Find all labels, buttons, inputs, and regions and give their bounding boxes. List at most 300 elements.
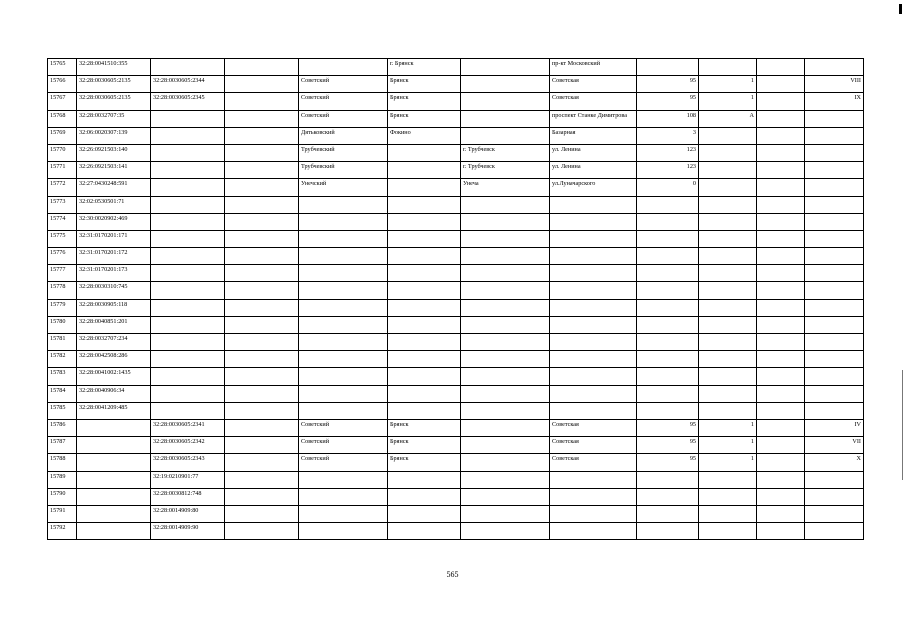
cell-row-number: 15766 [48, 76, 77, 93]
cell-extra-number [225, 471, 299, 488]
cell-row-number: 15789 [48, 471, 77, 488]
cell-city [388, 213, 461, 230]
cell-cadastral-number [77, 505, 151, 522]
cell-row-number: 15788 [48, 454, 77, 471]
cell-extra-number [225, 248, 299, 265]
cell-building [699, 265, 757, 282]
cell-district: Унечский [299, 179, 388, 196]
cell-city [388, 402, 461, 419]
cell-parent-cadastral-number [151, 59, 225, 76]
cell-house-number [637, 248, 699, 265]
cell-structure [757, 299, 805, 316]
cell-building [699, 471, 757, 488]
table-row [48, 248, 864, 265]
cell-cadastral-number: 32:26:0921503:141 [77, 162, 151, 179]
cell-city [388, 351, 461, 368]
cell-parent-cadastral-number [151, 127, 225, 144]
cell-district [299, 402, 388, 419]
cell-extra-number [225, 196, 299, 213]
cell-structure [757, 162, 805, 179]
table-row [48, 265, 864, 282]
cell-locality [461, 282, 550, 299]
cell-row-number: 15770 [48, 144, 77, 161]
cell-locality [461, 505, 550, 522]
cell-house-number: 123 [637, 162, 699, 179]
cell-extra-number [225, 179, 299, 196]
table-row [48, 196, 864, 213]
cell-building [699, 402, 757, 419]
cell-city [388, 248, 461, 265]
cell-premises [805, 59, 864, 76]
cell-house-number [637, 402, 699, 419]
cell-extra-number [225, 110, 299, 127]
cell-building [699, 213, 757, 230]
cell-parent-cadastral-number [151, 162, 225, 179]
cell-structure [757, 523, 805, 540]
cell-row-number: 15782 [48, 351, 77, 368]
cell-locality [461, 299, 550, 316]
cell-building [699, 505, 757, 522]
cell-street [550, 488, 637, 505]
cell-locality: г. Трубчевск [461, 162, 550, 179]
cell-extra-number [225, 351, 299, 368]
cell-district [299, 230, 388, 247]
cell-row-number: 15772 [48, 179, 77, 196]
cell-city [388, 334, 461, 351]
cell-extra-number [225, 299, 299, 316]
cell-district [299, 282, 388, 299]
cell-building [699, 179, 757, 196]
cell-house-number [637, 505, 699, 522]
cell-city [388, 144, 461, 161]
cell-street [550, 351, 637, 368]
cell-house-number [637, 213, 699, 230]
cell-building [699, 59, 757, 76]
cell-locality [461, 265, 550, 282]
cell-premises [805, 179, 864, 196]
cell-city [388, 471, 461, 488]
cell-cadastral-number: 32:28:0041510:355 [77, 59, 151, 76]
cell-locality [461, 316, 550, 333]
cell-cadastral-number: 32:28:0040906:34 [77, 385, 151, 402]
cell-city: Фокино [388, 127, 461, 144]
cell-extra-number [225, 59, 299, 76]
cell-structure [757, 334, 805, 351]
cell-city [388, 196, 461, 213]
cell-city [388, 316, 461, 333]
cell-house-number [637, 334, 699, 351]
cell-district [299, 488, 388, 505]
cell-row-number: 15780 [48, 316, 77, 333]
cell-premises [805, 471, 864, 488]
cell-row-number: 15775 [48, 230, 77, 247]
cell-premises: VIII [805, 76, 864, 93]
cell-house-number: 95 [637, 76, 699, 93]
cell-city: Брянск [388, 419, 461, 436]
cell-parent-cadastral-number: 32:28:0030605:2344 [151, 76, 225, 93]
cell-parent-cadastral-number [151, 213, 225, 230]
cell-house-number [637, 523, 699, 540]
cell-premises [805, 385, 864, 402]
table-row [48, 230, 864, 247]
cell-house-number [637, 488, 699, 505]
cell-district [299, 299, 388, 316]
cell-street [550, 471, 637, 488]
cell-house-number [637, 385, 699, 402]
cell-structure [757, 488, 805, 505]
cell-row-number: 15785 [48, 402, 77, 419]
cell-extra-number [225, 93, 299, 110]
cell-parent-cadastral-number: 32:28:0030605:2342 [151, 437, 225, 454]
cell-building [699, 144, 757, 161]
cell-street [550, 248, 637, 265]
cell-structure [757, 505, 805, 522]
cell-structure [757, 127, 805, 144]
cell-structure [757, 248, 805, 265]
cell-structure [757, 144, 805, 161]
cell-extra-number [225, 368, 299, 385]
cell-premises [805, 248, 864, 265]
cell-premises [805, 334, 864, 351]
cell-street: ул.Луначарского [550, 179, 637, 196]
cell-building [699, 488, 757, 505]
cell-extra-number [225, 162, 299, 179]
cell-extra-number [225, 488, 299, 505]
cell-structure [757, 282, 805, 299]
cell-parent-cadastral-number: 32:28:0030812:748 [151, 488, 225, 505]
cell-parent-cadastral-number [151, 299, 225, 316]
cell-structure [757, 385, 805, 402]
cell-cadastral-number: 32:31:0170201:173 [77, 265, 151, 282]
cell-street [550, 505, 637, 522]
cell-cadastral-number [77, 488, 151, 505]
table-row [48, 505, 864, 522]
cell-district [299, 196, 388, 213]
cell-parent-cadastral-number: 32:19:0210901:77 [151, 471, 225, 488]
cell-city [388, 523, 461, 540]
cell-row-number: 15783 [48, 368, 77, 385]
cell-extra-number [225, 334, 299, 351]
cell-city [388, 299, 461, 316]
table-row [48, 179, 864, 196]
cell-locality [461, 59, 550, 76]
cell-district [299, 505, 388, 522]
cell-locality [461, 385, 550, 402]
cell-premises [805, 265, 864, 282]
cell-premises [805, 127, 864, 144]
table-row [48, 59, 864, 76]
cell-cadastral-number: 32:28:0040851:201 [77, 316, 151, 333]
cell-extra-number [225, 265, 299, 282]
table-row [48, 316, 864, 333]
cell-cadastral-number: 32:06:0020307:139 [77, 127, 151, 144]
cell-cadastral-number: 32:28:0042508:286 [77, 351, 151, 368]
cell-building [699, 196, 757, 213]
cell-house-number [637, 316, 699, 333]
cell-row-number: 15779 [48, 299, 77, 316]
cell-premises [805, 196, 864, 213]
table-row [48, 144, 864, 161]
cell-premises [805, 488, 864, 505]
cell-house-number [637, 299, 699, 316]
cell-building [699, 351, 757, 368]
cell-house-number: 95 [637, 93, 699, 110]
cell-structure [757, 471, 805, 488]
cell-structure [757, 419, 805, 436]
cell-district: Советский [299, 419, 388, 436]
cell-premises [805, 402, 864, 419]
cell-district [299, 248, 388, 265]
cell-district: Советский [299, 93, 388, 110]
cell-district [299, 471, 388, 488]
cell-premises [805, 523, 864, 540]
cell-building: 1 [699, 437, 757, 454]
cell-structure [757, 454, 805, 471]
cell-structure [757, 316, 805, 333]
cell-premises: IV [805, 419, 864, 436]
cell-house-number [637, 196, 699, 213]
table-row [48, 213, 864, 230]
cell-house-number: 108 [637, 110, 699, 127]
table-row [48, 282, 864, 299]
cell-structure [757, 368, 805, 385]
cell-cadastral-number [77, 437, 151, 454]
cell-city [388, 179, 461, 196]
cell-building [699, 523, 757, 540]
cell-city [388, 505, 461, 522]
cell-structure [757, 110, 805, 127]
cell-parent-cadastral-number [151, 316, 225, 333]
cell-district: Трубчевский [299, 144, 388, 161]
cell-district: Советский [299, 437, 388, 454]
cell-locality [461, 419, 550, 436]
cell-cadastral-number: 32:28:0030605:2135 [77, 93, 151, 110]
cell-premises [805, 230, 864, 247]
cell-row-number: 15774 [48, 213, 77, 230]
cell-house-number: 95 [637, 454, 699, 471]
cell-city [388, 368, 461, 385]
cell-parent-cadastral-number: 32:28:0014909:90 [151, 523, 225, 540]
registry-table-body [48, 59, 864, 540]
table-row [48, 351, 864, 368]
cell-cadastral-number: 32:28:0041002:1435 [77, 368, 151, 385]
table-row [48, 76, 864, 93]
cell-street [550, 368, 637, 385]
table-row [48, 127, 864, 144]
cell-house-number: 0 [637, 179, 699, 196]
cell-street [550, 213, 637, 230]
cell-cadastral-number: 32:02:0530501:71 [77, 196, 151, 213]
cell-street: Советская [550, 93, 637, 110]
cell-premises [805, 144, 864, 161]
cell-locality: Унеча [461, 179, 550, 196]
cell-street: Советская [550, 419, 637, 436]
cell-cadastral-number [77, 523, 151, 540]
cell-premises [805, 110, 864, 127]
cell-cadastral-number: 32:28:0032707:35 [77, 110, 151, 127]
cell-row-number: 15777 [48, 265, 77, 282]
cell-district [299, 316, 388, 333]
cell-premises [805, 213, 864, 230]
cell-locality [461, 76, 550, 93]
cell-city [388, 282, 461, 299]
cell-row-number: 15791 [48, 505, 77, 522]
cell-city: Брянск [388, 437, 461, 454]
table-row [48, 454, 864, 471]
cell-premises: VII [805, 437, 864, 454]
cell-extra-number [225, 316, 299, 333]
registry-table [47, 58, 864, 540]
cell-building [699, 385, 757, 402]
cell-extra-number [225, 76, 299, 93]
cell-cadastral-number: 32:26:0921503:140 [77, 144, 151, 161]
cell-locality [461, 402, 550, 419]
cell-cadastral-number: 32:28:0030605:2135 [77, 76, 151, 93]
cell-locality [461, 351, 550, 368]
cell-building [699, 127, 757, 144]
cell-street [550, 402, 637, 419]
cell-cadastral-number: 32:31:0170201:172 [77, 248, 151, 265]
cell-building [699, 248, 757, 265]
cell-district [299, 213, 388, 230]
cell-locality [461, 230, 550, 247]
cell-row-number: 15769 [48, 127, 77, 144]
table-row [48, 402, 864, 419]
cell-street: Советская [550, 76, 637, 93]
cell-street [550, 196, 637, 213]
cell-cadastral-number: 32:28:0030905:118 [77, 299, 151, 316]
cell-building: 1 [699, 76, 757, 93]
cell-premises [805, 162, 864, 179]
table-row [48, 385, 864, 402]
cell-cadastral-number: 32:28:0041209:485 [77, 402, 151, 419]
cell-row-number: 15781 [48, 334, 77, 351]
cell-house-number [637, 471, 699, 488]
cell-structure [757, 179, 805, 196]
cell-street: Базарная [550, 127, 637, 144]
cell-parent-cadastral-number [151, 144, 225, 161]
cell-district [299, 368, 388, 385]
cell-locality [461, 93, 550, 110]
cell-locality [461, 437, 550, 454]
cell-locality [461, 334, 550, 351]
cell-house-number: 95 [637, 437, 699, 454]
cell-building: 1 [699, 419, 757, 436]
cell-cadastral-number [77, 471, 151, 488]
cell-house-number: 3 [637, 127, 699, 144]
cell-parent-cadastral-number: 32:28:0030605:2341 [151, 419, 225, 436]
cell-row-number: 15771 [48, 162, 77, 179]
table-row [48, 437, 864, 454]
cell-parent-cadastral-number: 32:28:0030605:2345 [151, 93, 225, 110]
cell-street: проспект Станке Димитрова [550, 110, 637, 127]
cell-house-number [637, 351, 699, 368]
cell-cadastral-number [77, 419, 151, 436]
table-row [48, 93, 864, 110]
table-row [48, 488, 864, 505]
table-row [48, 368, 864, 385]
cell-extra-number [225, 505, 299, 522]
cell-row-number: 15768 [48, 110, 77, 127]
cell-district: Советский [299, 454, 388, 471]
cell-city [388, 265, 461, 282]
cell-house-number [637, 368, 699, 385]
table-row [48, 419, 864, 436]
cell-premises: IX [805, 93, 864, 110]
cell-extra-number [225, 454, 299, 471]
cell-row-number: 15776 [48, 248, 77, 265]
cell-cadastral-number: 32:28:0032707:234 [77, 334, 151, 351]
table-row [48, 162, 864, 179]
cell-structure [757, 351, 805, 368]
cell-district: Советский [299, 110, 388, 127]
cell-premises [805, 368, 864, 385]
cell-parent-cadastral-number [151, 179, 225, 196]
cell-district: Советский [299, 76, 388, 93]
cell-city [388, 230, 461, 247]
cell-house-number [637, 265, 699, 282]
cell-row-number: 15784 [48, 385, 77, 402]
cell-locality [461, 368, 550, 385]
table-row [48, 471, 864, 488]
cell-building [699, 162, 757, 179]
cell-locality [461, 471, 550, 488]
cell-row-number: 15765 [48, 59, 77, 76]
cell-extra-number [225, 385, 299, 402]
cell-street [550, 282, 637, 299]
cell-extra-number [225, 282, 299, 299]
cell-locality [461, 127, 550, 144]
cell-district [299, 265, 388, 282]
cell-locality [461, 454, 550, 471]
cell-city: Брянск [388, 76, 461, 93]
cell-premises [805, 299, 864, 316]
cell-street [550, 265, 637, 282]
cell-structure [757, 213, 805, 230]
cell-house-number [637, 282, 699, 299]
table-row [48, 523, 864, 540]
cell-locality [461, 523, 550, 540]
cell-building: 1 [699, 454, 757, 471]
cell-city [388, 488, 461, 505]
cell-structure [757, 76, 805, 93]
cell-locality: г. Трубчевск [461, 144, 550, 161]
cell-city: Брянск [388, 110, 461, 127]
cell-building [699, 282, 757, 299]
cell-house-number: 123 [637, 144, 699, 161]
cell-city: г. Брянск [388, 59, 461, 76]
cell-street [550, 385, 637, 402]
cell-premises [805, 351, 864, 368]
cell-city [388, 385, 461, 402]
cell-city [388, 162, 461, 179]
cell-parent-cadastral-number [151, 248, 225, 265]
cell-row-number: 15786 [48, 419, 77, 436]
cell-parent-cadastral-number [151, 110, 225, 127]
cell-house-number [637, 230, 699, 247]
cell-extra-number [225, 144, 299, 161]
cell-cadastral-number: 32:28:0030310:745 [77, 282, 151, 299]
cell-district [299, 523, 388, 540]
cell-locality [461, 196, 550, 213]
cell-extra-number [225, 419, 299, 436]
cell-street [550, 523, 637, 540]
cell-parent-cadastral-number [151, 402, 225, 419]
cell-extra-number [225, 402, 299, 419]
cell-locality [461, 248, 550, 265]
cell-extra-number [225, 213, 299, 230]
cell-premises [805, 282, 864, 299]
